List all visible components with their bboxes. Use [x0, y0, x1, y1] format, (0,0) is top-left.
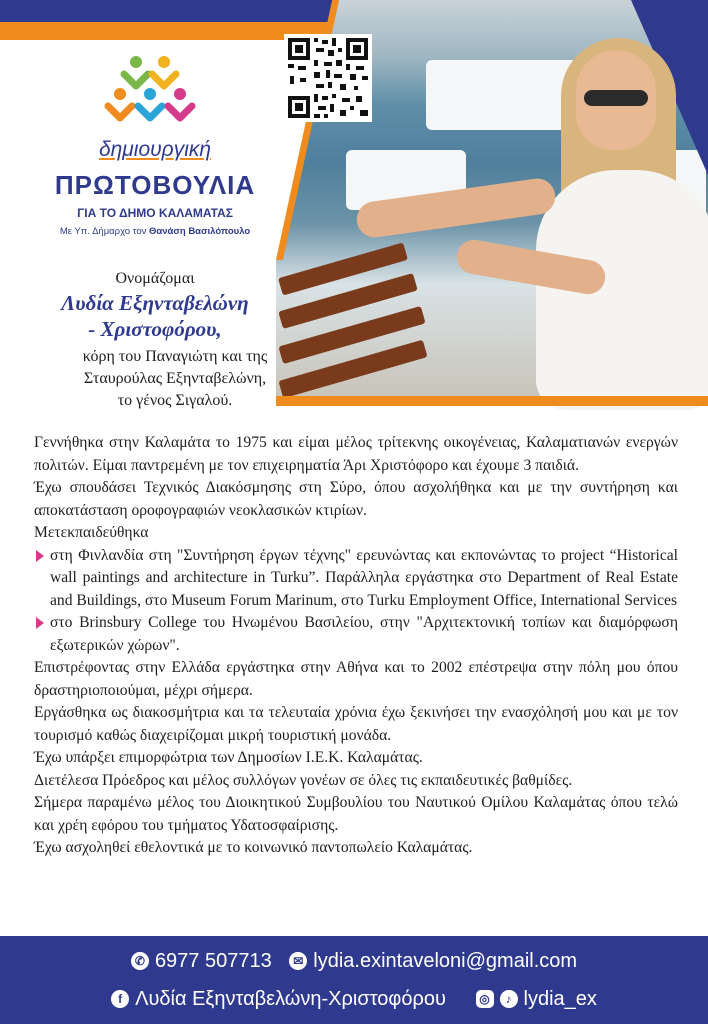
- party-logo-icon: [100, 54, 200, 126]
- tiktok-icon: ♪: [500, 990, 518, 1008]
- email-address: lydia.exintaveloni@gmail.com: [313, 949, 578, 972]
- bio-paragraph: Γεννήθηκα στην Καλαμάτα το 1975 και είμαι μέλος τρίτεκνης οικογένειας, Καλαματιανών ενεργών πολιτών. Είμαι παντρεμένη με τον επιχειρηματία Άρι Χριστόφορο και έχουμε 3 παιδιά.: [34, 434, 678, 474]
- phone-icon: ✆: [131, 952, 149, 970]
- instagram-icon: ◎: [476, 990, 494, 1008]
- bio-paragraph: Έχω ασχοληθεί εθελοντικά με το κοινωνικό παντοπωλείο Καλαμάτας.: [34, 839, 473, 856]
- intro-block: [30, 268, 280, 342]
- biography-text: [34, 432, 678, 860]
- intro-line-1: Ονομάζομαι: [115, 270, 195, 287]
- email-contact[interactable]: [289, 950, 577, 973]
- bio-paragraph: Έχω σπουδάσει Τεχνικός Διακόσμησης στη Σύρο, όπου ασχολήθηκα και με την συντήρηση και αποκατάσταση οροφογραφιών νεοκλασικών κτιρίων.: [34, 479, 678, 519]
- social-link[interactable]: [476, 988, 597, 1011]
- bio-paragraph: Διετέλεσα Πρόεδρος και μέλος συλλόγων γονέων σε όλες τις εκπαιδευτικές βαθμίδες.: [34, 771, 573, 789]
- social-handle: lydia_ex: [523, 987, 597, 1010]
- list-item: [34, 612, 678, 657]
- facebook-icon: f: [111, 990, 129, 1008]
- brand-line-2: ΠΡΩΤΟΒΟΥΛΙΑ: [54, 170, 256, 200]
- contact-footer: [0, 936, 708, 1024]
- bio-paragraph: Έχω υπάρξει επιμορφώτρια των Δημοσίων Ι.Ε.Κ. Καλαμάτας.: [34, 749, 423, 766]
- facebook-name: Λυδία Εξηνταβελώνη-Χριστοφόρου: [135, 987, 446, 1010]
- bullet-triangle-icon: [36, 617, 44, 629]
- bio-paragraph: Σήμερα παραμένω μέλος του Διοικητικού Συμβουλίου του Ναυτικού Ομίλου Καλαμάτας όπου τελώ και χρέη εφόρου του τμήματος Υδατοσφαίρισης.: [34, 794, 678, 834]
- list-item: [34, 545, 678, 613]
- intro-family: [60, 346, 290, 412]
- bio-paragraph: Μετεκπαιδεύθηκα: [34, 524, 149, 541]
- bio-bullet-list: [34, 545, 678, 658]
- bullet-triangle-icon: [36, 550, 44, 562]
- brand-line-4-prefix: Με Υπ. Δήμαρχο τον: [59, 226, 147, 237]
- bullet-text: στο Brinsbury College του Ηνωμένου Βασιλείου, στην "Αρχιτεκτονική τοπίων και διαμόρφωση εξωτερικών χώρων".: [50, 614, 678, 654]
- email-icon: ✉: [289, 952, 307, 970]
- brand-line-4-name: Θανάση Βασιλόπουλο: [149, 226, 251, 237]
- candidate-figure: [336, 20, 696, 400]
- intro-line-3: Σταυρούλας Εξηνταβελώνη,: [83, 370, 267, 387]
- bio-paragraph: Επιστρέφοντας στην Ελλάδα εργάστηκα στην Αθήνα και το 2002 επέστρεψα στην πόλη μου όπου δραστηριοποιούμαι, μέχρι σήμερα.: [34, 659, 678, 699]
- footer-row-1: [0, 948, 708, 973]
- candidate-name-1: Λυδία Εξηνταβελώνη: [61, 291, 249, 315]
- footer-row-2: [0, 986, 708, 1011]
- brand-line-3: ΓΙΑ ΤΟ ΔΗΜΟ ΚΑΛΑΜΑΤΑΣ: [77, 206, 233, 220]
- intro-line-4: το γένος Σιγαλού.: [117, 392, 233, 409]
- qr-code[interactable]: [284, 34, 372, 122]
- facebook-link[interactable]: [111, 988, 446, 1011]
- bio-paragraph: Εργάσθηκα ως διακοσμήτρια και τα τελευταία χρόνια έχω ξεκινήσει την ενασχόλησή μου και με τον τουρισμό καθώς διαχειρίζομαι μικρή τουριστική μονάδα.: [34, 704, 678, 744]
- intro-line-2: κόρη του Παναγιώτη και της: [82, 348, 268, 365]
- brand-line-4: [20, 226, 290, 237]
- phone-number: 6977 507713: [154, 949, 272, 972]
- brand-line-1: δημιουργική: [98, 138, 212, 161]
- phone-contact[interactable]: [131, 950, 272, 973]
- bullet-text: στη Φινλανδία στη "Συντήρηση έργων τέχνης" ερευνώντας και εκπονώντας το project “Historical wall paintings and architecture in Turku”. Παράλληλα εργάστηκα στο Department of Real Estate and Buildings, στο Museum Forum Marinum, στο Turku Employment Office, International Services: [50, 546, 678, 609]
- orange-frame-bottom: [276, 396, 708, 406]
- candidate-name-2: - Χριστοφόρου,: [88, 317, 222, 341]
